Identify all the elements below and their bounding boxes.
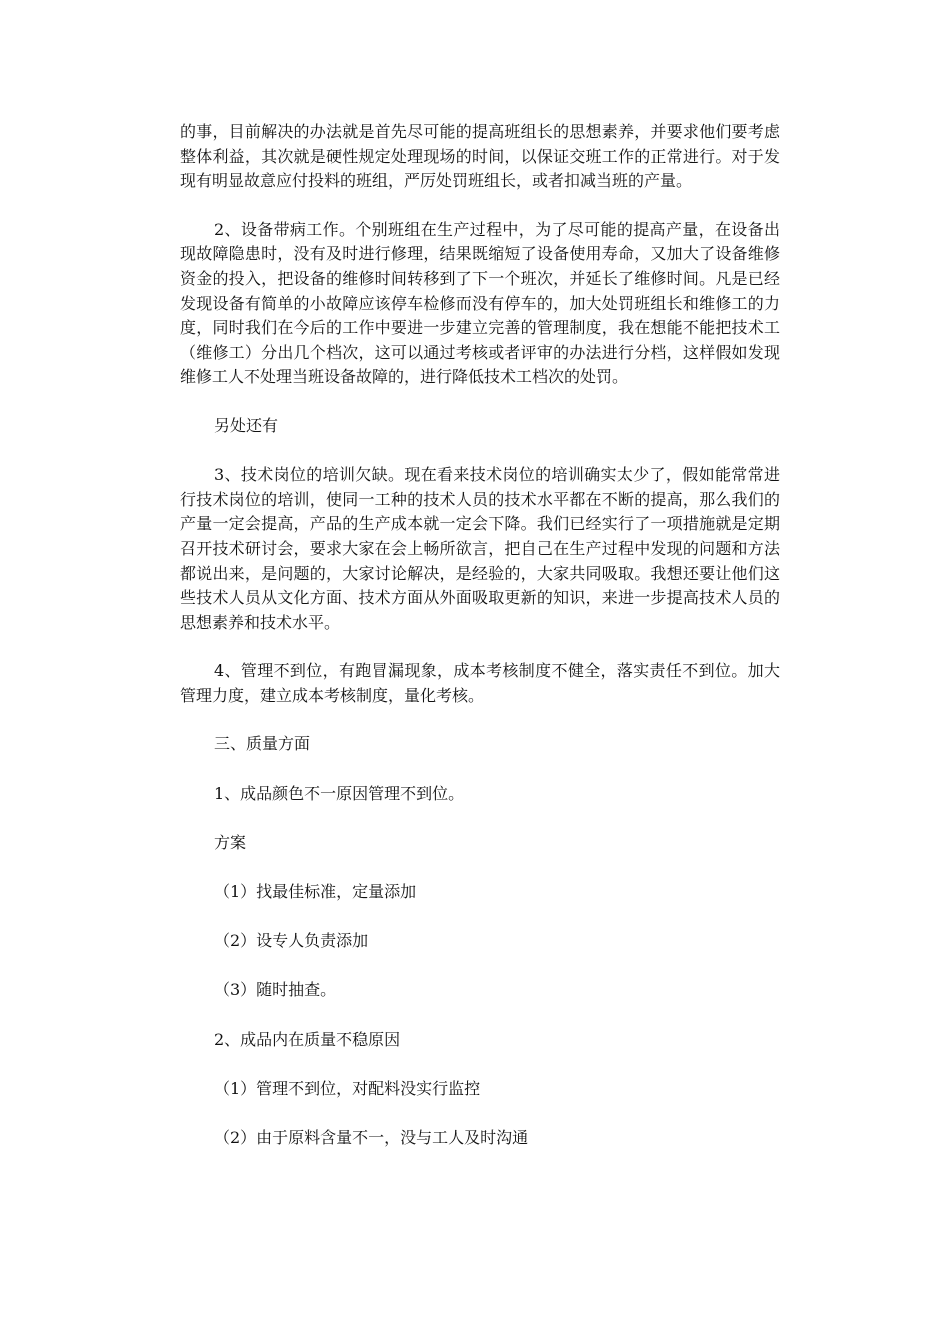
paragraph-other: 另处还有 [214,415,279,435]
list-item: 1、成品颜色不一原因管理不到位。 [214,783,465,803]
list-item: （3）随时抽查。 [214,980,337,1000]
list-item: （1）管理不到位，对配料没实行监控 [214,1078,481,1098]
list-item: 2、成品内在质量不稳原因 [214,1029,401,1049]
paragraph-management: 4、管理不到位，有跑冒漏现象，成本考核制度不健全，落实责任不到位。加大管理力度，建立成本考核制度，量化考核。 [180,661,780,705]
list-item: （1）找最佳标准，定量添加 [214,882,417,902]
paragraph-training: 3、技术岗位的培训欠缺。现在看来技术岗位的培训确实太少了，假如能常常进行技术岗位的培训，使同一工种的技术人员的技术水平都在不断的提高，那么我们的产量一定会提高，产品的生产成本就一定会下降。我们已经实行了一项措施就是定期召开技术研讨会，要求大家在会上畅所欲言，把自己在生产过程中发现的问题和方法都说出来，是问题的，大家讨论解决，是经验的，大家共同吸取。我想还要让他们这些技术人员从文化方面、技术方面从外面吸取更新的知识，来进一步提高技术人员的思想素养和技术水平。 [180,465,780,632]
list-item: （2）设专人负责添加 [214,931,369,951]
paragraph-equipment-issue: 2、设备带病工作。个别班组在生产过程中，为了尽可能的提高产量，在设备出现故障隐患时，没有及时进行修理，结果既缩短了设备使用寿命，又加大了设备维修资金的投入，把设备的维修时间转移到了下一个班次，并延长了维修时间。凡是已经发现设备有简单的小故障应该停车检修而没有停车的，加大处罚班组长和维修工的力度，同时我们在今后的工作中要进一步建立完善的管理制度，我在想能不能把技术工（维修工）分出几个档次，这可以通过考核或者评审的办法进行分档，这样假如发现维修工人不处理当班设备故障的，进行降低技术工档次的处罚。 [180,219,780,387]
list-item: （2）由于原料含量不一，没与工人及时沟通 [214,1127,529,1147]
paragraph-continuation: 的事，目前解决的办法就是首先尽可能的提高班组长的思想素养，并要求他们要考虑整体利益，其次就是硬性规定处理现场的时间，以保证交班工作的正常进行。对于发现有明显故意应付投料的班组，严厉处罚班组长，或者扣减当班的产量。 [180,122,780,191]
document-page [180,120,780,1175]
list-item: 方案 [214,832,247,852]
section-heading-quality: 三、质量方面 [214,734,311,754]
